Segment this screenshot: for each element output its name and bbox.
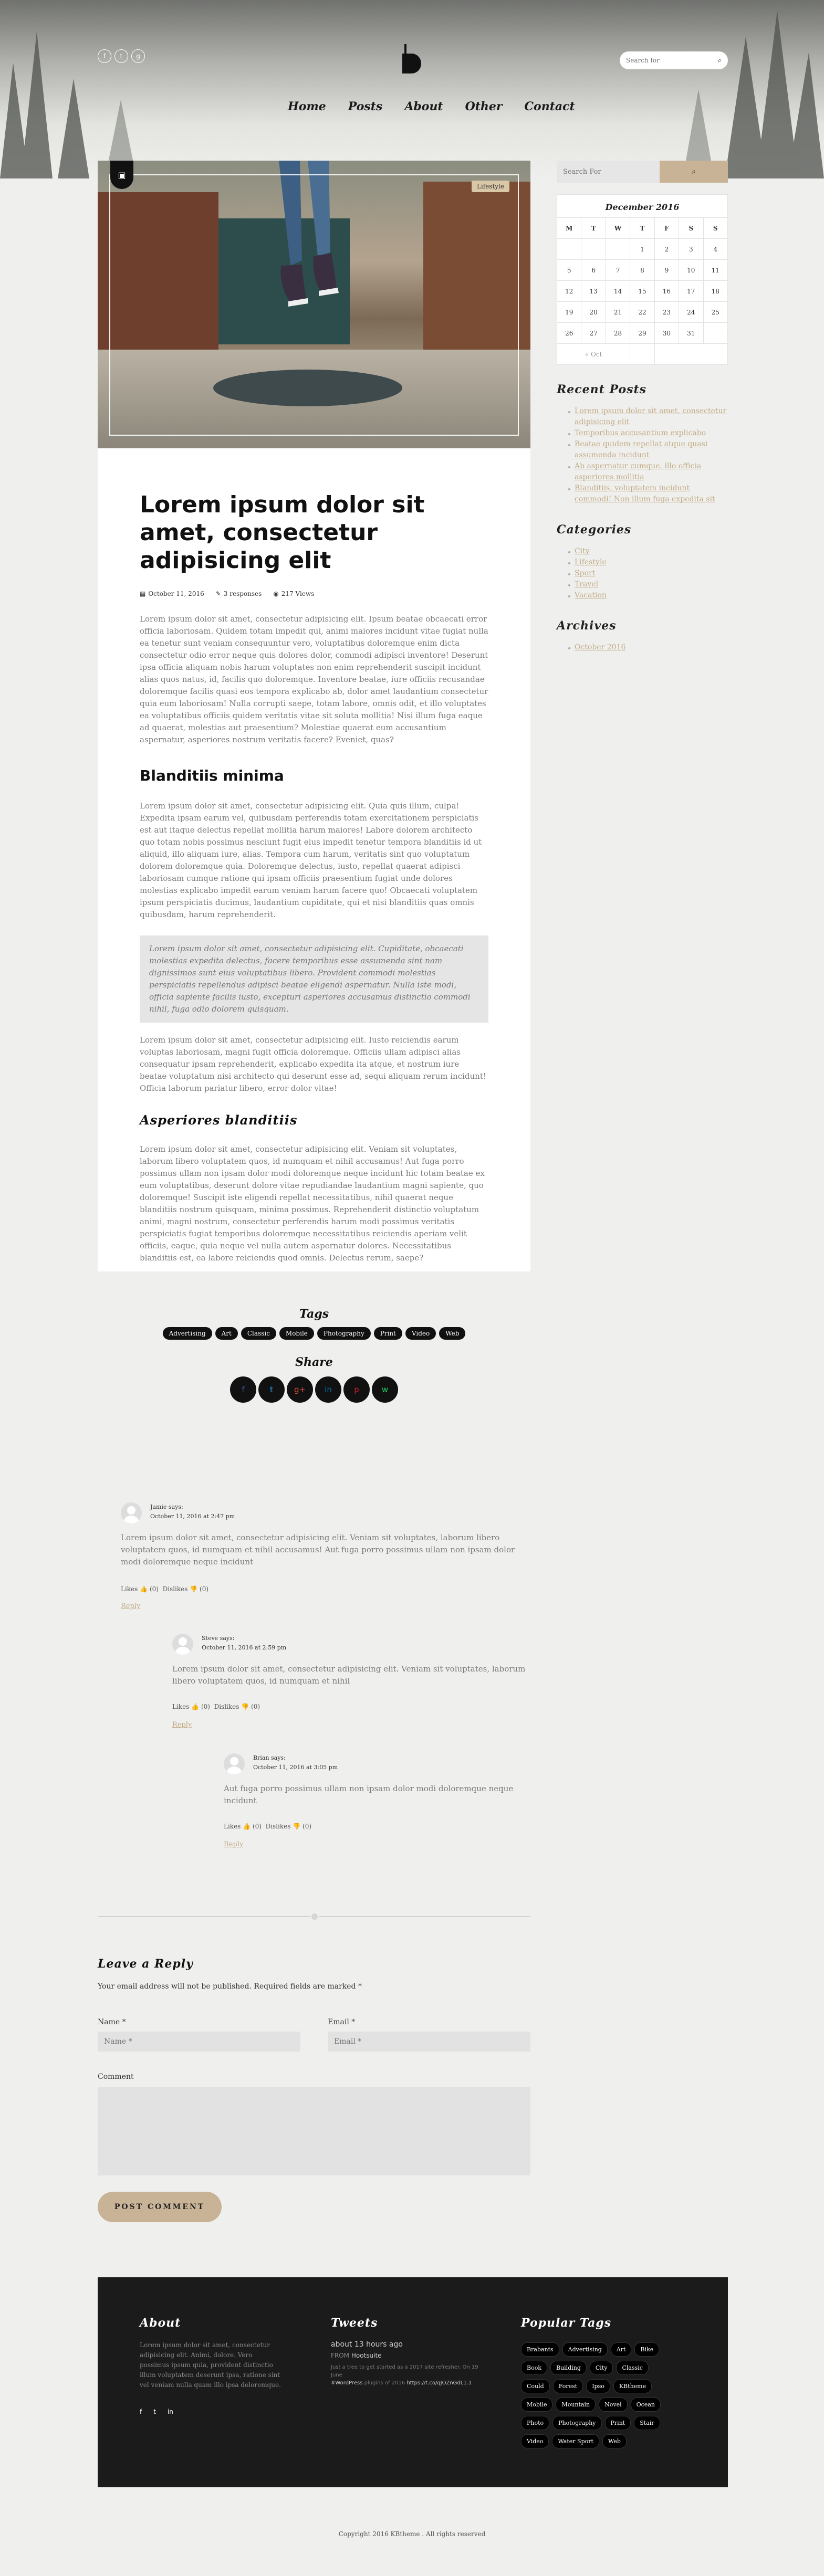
calendar-weekday: S — [679, 218, 703, 239]
sidebar-search — [557, 161, 728, 183]
tag-item[interactable]: Mobile — [279, 1327, 314, 1340]
likes-count: (0) — [252, 1823, 262, 1830]
dislikes-label: Dislikes — [265, 1823, 291, 1830]
reply-link[interactable]: Reply — [172, 1721, 192, 1729]
footer-tag-item[interactable]: Print — [605, 2416, 631, 2430]
category-link[interactable]: Travel — [557, 579, 728, 590]
post-card — [98, 161, 530, 1271]
tag-list — [98, 1327, 530, 1340]
dislikes-label: Dislikes — [214, 1703, 239, 1710]
post-featured-image — [98, 161, 530, 448]
post-meta — [140, 590, 488, 597]
comment — [121, 1502, 551, 1623]
calendar-weekday: T — [581, 218, 606, 239]
comment-field-group — [98, 2073, 530, 2178]
footer-tag-item[interactable]: Water Sport — [552, 2434, 599, 2448]
main-nav — [288, 100, 575, 113]
thumbs-up-icon[interactable]: 👍 — [191, 1703, 200, 1710]
comment-votes — [224, 1823, 311, 1830]
calendar-weekdays — [557, 218, 728, 239]
recent-post-link[interactable]: Temporibus accusantium explicabo — [557, 428, 728, 439]
email-label: Email * — [328, 2018, 356, 2026]
calendar-prev-month-link[interactable]: « Oct — [557, 344, 630, 365]
facebook-icon[interactable]: f — [230, 1376, 256, 1403]
calendar-weekday: T — [630, 218, 654, 239]
post-date — [140, 590, 204, 597]
comment-date[interactable]: October 11, 2016 at 2:47 pm — [150, 1513, 235, 1520]
footer-tag-item[interactable]: Novel — [599, 2398, 628, 2412]
dislikes-count: (0) — [200, 1585, 209, 1593]
calendar-day: 10 — [679, 260, 703, 281]
tag-item[interactable]: Art — [215, 1327, 238, 1340]
post-paragraph: Lorem ipsum dolor sit amet, consectetur adipisicing elit. Veniam sit voluptates, laborum libero voluptatem quos, id numquam et nihil accusamus! Aut fuga porro possimus ullam non ipsam dolor modi doloremque neque incidunt hic totam beatae ex eum voluptatibus, deserunt dolore vitae repudiandae laudantium magni sapiente, quo doloremque! Suscipit iste eligendi repellat necessitatibus, nihil quaerat neque blanditiis nostrum quisquam, minima possimus. Reprehenderit distinctio voluptatum animi, magni nostrum, consectetur perferendis harum modi possimus veritatis perspiciatis fugiat temporibus doloremque necessitatibus reiciendis aperiam velit officiis, eaque, quia neque vel nulla autem aspernatur dolores. Necessitatibus blanditiis est, ea labore reiciendis quod omnis. Delectus rerum, saepe? — [140, 1144, 485, 1263]
calendar-day: 3 — [679, 239, 703, 260]
comment-author: Brian says: — [253, 1754, 286, 1761]
post-views — [273, 590, 314, 597]
calendar-day: 20 — [581, 302, 606, 323]
post-heading: Asperiores blanditiis — [140, 1112, 298, 1128]
comment — [172, 1634, 603, 1739]
calendar-day: 28 — [606, 323, 630, 344]
tag-item[interactable]: Photography — [317, 1327, 371, 1340]
calendar-weekday: S — [703, 218, 727, 239]
calendar-day: 26 — [557, 323, 581, 344]
divider-dot — [310, 1912, 319, 1921]
calendar-day: 16 — [654, 281, 679, 302]
footer-tag-item[interactable]: Photography — [552, 2416, 601, 2430]
comment-text: Aut fuga porro possimus ullam non ipsam dolor modi doloremque neque incidunt — [224, 1784, 514, 1805]
calendar-empty-cell — [654, 344, 727, 365]
comment-date[interactable]: October 11, 2016 at 2:59 pm — [202, 1644, 287, 1651]
post-paragraph: Lorem ipsum dolor sit amet, consectetur adipisicing elit. Iusto reiciendis earum voluptas laboriosam, magni fugit officia doloremque. Officiis ullam adipisci alias consequatur ipsam reprehenderit, explicabo expedita ita atque, et nostrum iure beatae voluptatum nisi architecto qui deserunt esse ad, sequi aliquam rerum incidunt! Officia laborum pariatur libero, error dolor vitae! — [140, 1035, 486, 1094]
tweet-line: Just a tree to get started as a 2017 site refresher. On 19 June — [331, 2364, 478, 2378]
nav-about[interactable]: About — [404, 100, 443, 113]
footer-about-text: Lorem ipsum dolor sit amet, consectetur adipisicing elit. Animi, dolore. Vero possimus ipsum quia, provident distinctio illum voluptatem deserunt ipsa, ratione sint vel veniam nulla quam illo ipsa doloremque. — [140, 2341, 281, 2389]
hero-header — [0, 0, 824, 178]
thumbs-down-icon[interactable]: 👎 — [241, 1703, 249, 1710]
calendar-day: 2 — [654, 239, 679, 260]
calendar-day: 9 — [654, 260, 679, 281]
footer-social — [140, 2408, 281, 2415]
categories-list — [557, 546, 728, 601]
comment-label: Comment — [98, 2073, 134, 2081]
post-date-text: October 11, 2016 — [148, 590, 204, 598]
calendar-day: 29 — [630, 323, 654, 344]
post-responses-text: 3 responses — [223, 590, 262, 598]
google-plus-icon[interactable]: g — [131, 49, 145, 63]
footer-tag-item[interactable]: Forest — [553, 2379, 583, 2393]
tweet-text — [331, 2363, 488, 2387]
post-comment-button[interactable]: POST COMMENT — [98, 2192, 222, 2222]
search-icon: ⌕ — [692, 167, 696, 176]
calendar-day: 15 — [630, 281, 654, 302]
footer — [98, 2277, 728, 2487]
header-search[interactable] — [620, 51, 728, 69]
footer-tag-item[interactable]: City — [590, 2361, 613, 2375]
avatar — [172, 1634, 193, 1655]
footer-tag-item[interactable]: Stair — [634, 2416, 660, 2430]
post-responses[interactable] — [216, 590, 262, 597]
archives-title: Archives — [557, 619, 617, 633]
footer-tag-list — [521, 2342, 679, 2448]
category-link[interactable]: Lifestyle — [557, 557, 728, 568]
calendar-widget — [557, 194, 728, 365]
tag-item[interactable]: Video — [405, 1327, 436, 1340]
share-buttons — [98, 1376, 530, 1403]
footer-tweets — [331, 2316, 488, 2387]
calendar-day: 7 — [606, 260, 630, 281]
nav-other[interactable]: Other — [465, 100, 503, 113]
footer-tag-item[interactable]: Mobile — [521, 2398, 552, 2412]
recent-post-link[interactable]: Blanditiis, voluptatem incidunt commodi! Non illum fuga expedita sit — [557, 483, 728, 505]
thumbs-up-icon[interactable]: 👍 — [140, 1585, 148, 1593]
name-field[interactable] — [98, 2032, 300, 2052]
nav-posts[interactable]: Posts — [348, 100, 383, 113]
forest-background — [0, 0, 824, 178]
archive-link[interactable]: October 2016 — [557, 642, 728, 653]
calendar-icon: ▦ — [140, 590, 146, 598]
tag-item[interactable]: Advertising — [163, 1327, 212, 1340]
likes-count: (0) — [149, 1585, 159, 1593]
calendar-day — [581, 239, 606, 260]
calendar-day: 19 — [557, 302, 581, 323]
tweet-source — [331, 2352, 488, 2359]
calendar-days — [557, 239, 728, 365]
calendar-weekday: F — [654, 218, 679, 239]
calendar-day: 23 — [654, 302, 679, 323]
avatar — [224, 1753, 245, 1774]
archives-list — [557, 642, 728, 653]
name-label: Name * — [98, 2018, 126, 2026]
recent-post-link[interactable]: Lorem ipsum dolor sit amet, consectetur adipisicing elit — [557, 406, 728, 428]
comment-text: Lorem ipsum dolor sit amet, consectetur adipisicing elit. Veniam sit voluptates, laborum libero voluptatem quos, id numquam et nihil accusamus! Aut fuga porro possimus ullam non ipsam dolor modi doloremque neque incidunt — [121, 1533, 515, 1566]
calendar-day: 5 — [557, 260, 581, 281]
calendar-day: 12 — [557, 281, 581, 302]
thumbs-down-icon[interactable]: 👎 — [190, 1585, 198, 1593]
footer-tweets-title: Tweets — [331, 2316, 378, 2330]
reply-link[interactable]: Reply — [224, 1841, 244, 1848]
footer-tag-item[interactable]: Book — [521, 2361, 547, 2375]
calendar-day: 31 — [679, 323, 703, 344]
tag-item[interactable]: Print — [374, 1327, 402, 1340]
dislikes-count: (0) — [251, 1703, 260, 1710]
category-link[interactable]: Sport — [557, 568, 728, 579]
facebook-icon[interactable]: f — [140, 2408, 142, 2415]
tweet-from-label: FROM — [331, 2352, 350, 2359]
tags-share-section — [98, 1307, 530, 1403]
categories-title: Categories — [557, 523, 632, 537]
post-views-text: 217 Views — [281, 590, 315, 598]
search-icon[interactable]: ⌕ — [717, 56, 722, 65]
sidebar-search-input[interactable] — [557, 161, 660, 183]
calendar-day: 30 — [654, 323, 679, 344]
calendar-day: 21 — [606, 302, 630, 323]
comment-votes — [172, 1703, 260, 1710]
calendar-day: 1 — [630, 239, 654, 260]
calendar-day: 27 — [581, 323, 606, 344]
linkedin-icon[interactable]: in — [167, 2408, 173, 2415]
calendar-day: 24 — [679, 302, 703, 323]
calendar-day: 13 — [581, 281, 606, 302]
sidebar-search-button[interactable] — [660, 161, 728, 183]
calendar-weekday: W — [606, 218, 630, 239]
calendar-caption: December 2016 — [557, 194, 728, 217]
comment-votes — [121, 1585, 208, 1593]
name-field-group — [98, 2018, 300, 2052]
google-plus-icon[interactable]: g+ — [287, 1376, 313, 1403]
likes-label: Likes — [172, 1703, 190, 1710]
comment-text: Lorem ipsum dolor sit amet, consectetur adipisicing elit. Veniam sit voluptates, laborum libero voluptatem quos, id numquam et nihil — [172, 1664, 526, 1686]
footer-tag-item[interactable]: Ipso — [586, 2379, 610, 2393]
calendar-day: 8 — [630, 260, 654, 281]
footer-tag-item[interactable]: Building — [550, 2361, 587, 2375]
reply-form-title: Leave a Reply — [98, 1957, 193, 1971]
post-paragraph: Lorem ipsum dolor sit amet, consectetur adipisicing elit. Ipsum beatae obcaecati error officia laboriosam. Quidem totam impedit qui, animi maiores incidunt vitae fugiat nulla ea tenetur sunt veniam consequuntur vero, voluptatibus doloremque enim dicta consectetur odio error neque quis dolores dolor, commodi adipisci inventore! Deserunt ipsa officia aliquam nobis harum voluptates non enim reprehenderit suscipit incidunt alias quos natus, id, facilis quo doloremque. Inventore beatae, iure officiis recusandae doloremque facilis quasi eos tempora explicabo ab, dolor amet laudantium consectetur quia eum laboriosam! Nulla corrupti saepe, totam labore, omnis odit, et illo voluptates ea voluptatibus officiis quidem veritatis vitae sit soluta mollitia! Nisi illum fuga eaque ad quaerat, molestias aut praesentium? Molestiae quaerat eum accusantium aspernatur, asperiores nostrum veritatis facere? Eveniet, quas? — [140, 614, 488, 745]
tags-label: Tags — [299, 1307, 329, 1321]
comment-textarea[interactable] — [98, 2087, 530, 2175]
sidebar — [557, 161, 728, 653]
calendar-day: 11 — [703, 260, 727, 281]
nav-home[interactable]: Home — [288, 100, 326, 113]
email-field[interactable] — [328, 2032, 530, 2052]
tweet-time: about 13 hours ago — [331, 2340, 403, 2349]
image-frame — [109, 174, 519, 436]
footer-tag-item[interactable]: Bike — [634, 2342, 659, 2357]
category-link[interactable]: Vacation — [557, 590, 728, 601]
footer-tag-item[interactable]: Mountain — [556, 2398, 596, 2412]
facebook-icon[interactable]: f — [98, 49, 111, 63]
recent-post-link[interactable]: Ab aspernatur cumque, illo officia asperiores mollitia — [557, 461, 728, 483]
footer-tag-item[interactable]: Web — [602, 2434, 627, 2448]
post-title: Lorem ipsum dolor sit amet, consectetur adipisicing elit — [140, 491, 425, 574]
twitter-icon[interactable]: t — [153, 2408, 156, 2415]
tag-item[interactable]: Web — [439, 1327, 465, 1340]
avatar — [121, 1502, 142, 1523]
calendar-weekday: M — [557, 218, 581, 239]
reply-form — [98, 1957, 530, 2211]
comment-icon: ✎ — [215, 590, 221, 598]
recent-post-link[interactable]: Beatae quidem repellat atque quasi assumenda incidunt — [557, 439, 728, 461]
calendar-day: 6 — [581, 260, 606, 281]
twitter-icon[interactable]: t — [258, 1376, 285, 1403]
footer-tag-item[interactable]: Photo — [521, 2416, 549, 2430]
footer-about — [140, 2316, 281, 2415]
reply-form-note: Your email address will not be published. Required fields are marked * — [98, 1982, 362, 1991]
comment-date[interactable]: October 11, 2016 at 3:05 pm — [253, 1764, 338, 1771]
tweet-link[interactable]: https://t.co/qJOZnGdL1.1 — [406, 2380, 472, 2386]
comment — [224, 1753, 654, 1858]
tweet-hashtag[interactable]: #WordPress — [331, 2380, 363, 2386]
whatsapp-icon[interactable]: w — [372, 1376, 398, 1403]
post-format-icon: ▣ — [110, 161, 133, 189]
footer-tag-item[interactable]: KBtheme — [613, 2379, 652, 2393]
calendar-day: 18 — [703, 281, 727, 302]
thumbs-down-icon[interactable]: 👎 — [293, 1823, 301, 1830]
footer-tag-item[interactable]: Classic — [616, 2361, 648, 2375]
category-link[interactable]: City — [557, 546, 728, 557]
eye-icon: ◉ — [273, 590, 279, 598]
footer-tag-item[interactable]: Video — [521, 2434, 549, 2448]
calendar-day: 17 — [679, 281, 703, 302]
post-heading: Blanditiis minima — [140, 767, 284, 785]
reply-link[interactable]: Reply — [121, 1602, 141, 1610]
site-logo[interactable] — [400, 44, 423, 73]
likes-label: Likes — [224, 1823, 241, 1830]
twitter-icon[interactable]: t — [114, 49, 128, 63]
nav-contact[interactable]: Contact — [524, 100, 575, 113]
dislikes-count: (0) — [303, 1823, 312, 1830]
footer-tag-item[interactable]: Brabants — [521, 2342, 559, 2357]
recent-posts-list — [557, 406, 728, 505]
post-body — [140, 491, 488, 1264]
dislikes-label: Dislikes — [162, 1585, 188, 1593]
calendar-day: 25 — [703, 302, 727, 323]
recent-posts-title: Recent Posts — [557, 383, 647, 396]
post-blockquote: Lorem ipsum dolor sit amet, consectetur adipisicing elit. Cupiditate, obcaecati molestias expedita delectus, facere temporibus esse assumenda sint nam dignissimos sunt eius voluptatibus libero. Provident commodi molestias perspiciatis repellendus adipisci beatae eligendi aspernatur. Nulla iste modi, officia sapiente facilis iusto, excepturi asperiores accusamus distinctio commodi nihil, fuga odio dolorem quisquam. — [140, 935, 488, 1023]
tweet-from-value[interactable]: Hootsuite — [351, 2352, 382, 2359]
comment-author: Steve says: — [202, 1635, 235, 1642]
footer-about-title: About — [140, 2316, 181, 2330]
footer-tags-title: Popular Tags — [521, 2316, 612, 2330]
footer-tag-item[interactable]: Advertising — [562, 2342, 608, 2357]
footer-tag-item[interactable]: Art — [611, 2342, 632, 2357]
pinterest-icon[interactable]: p — [343, 1376, 370, 1403]
tag-item[interactable]: Classic — [241, 1327, 276, 1340]
footer-tag-item[interactable]: Ocean — [631, 2398, 661, 2412]
copyright: Copyright 2016 KBtheme . All rights reserved — [338, 2530, 486, 2538]
likes-count: (0) — [201, 1703, 210, 1710]
likes-label: Likes — [121, 1585, 138, 1593]
footer-tag-item[interactable]: Could — [521, 2379, 550, 2393]
tweet-line: plugins of 2016 — [364, 2380, 405, 2386]
header-social — [98, 49, 145, 63]
share-label: Share — [295, 1355, 333, 1369]
post-paragraph: Lorem ipsum dolor sit amet, consectetur adipisicing elit. Quia quis illum, culpa! Expedita ipsam earum vel, quibusdam perferendis totam exercitationem perspiciatis est aut itaque delectus repellat mollitia harum maiores! Labore dolorem architecto quo totam nobis possimus nesciunt fugit eius impedit tenetur tempora blanditiis id ut aliquid, illo aliquam iure, alias. Tempora cum harum, veritatis sint quo voluptatum dolorem doloremque quia. Doloremque delectus, iusto, repellat quaerat adipisci laboriosam cumque ratione qui ipsam officiis praesentium fugiat unde dolores molestias explicabo impedit earum veniam harum facere quo! Obcaecati voluptatem ipsum perspiciatis ducimus, laudantium cupiditate, qui et nisi blanditiis quas omnis quibusdam, harum reprehenderit. — [140, 801, 482, 920]
category-badge[interactable]: Lifestyle — [472, 181, 509, 192]
calendar-day: 4 — [703, 239, 727, 260]
thumbs-up-icon[interactable]: 👍 — [243, 1823, 251, 1830]
footer-popular-tags — [521, 2316, 679, 2448]
comment-author: Jamie says: — [150, 1503, 183, 1510]
calendar-day: 22 — [630, 302, 654, 323]
calendar-day — [606, 239, 630, 260]
calendar-day — [557, 239, 581, 260]
calendar-day — [703, 323, 727, 344]
header-search-input[interactable] — [626, 57, 705, 64]
calendar-day: 14 — [606, 281, 630, 302]
calendar-empty-cell — [630, 344, 654, 365]
email-field-group — [328, 2018, 530, 2052]
linkedin-icon[interactable]: in — [315, 1376, 341, 1403]
